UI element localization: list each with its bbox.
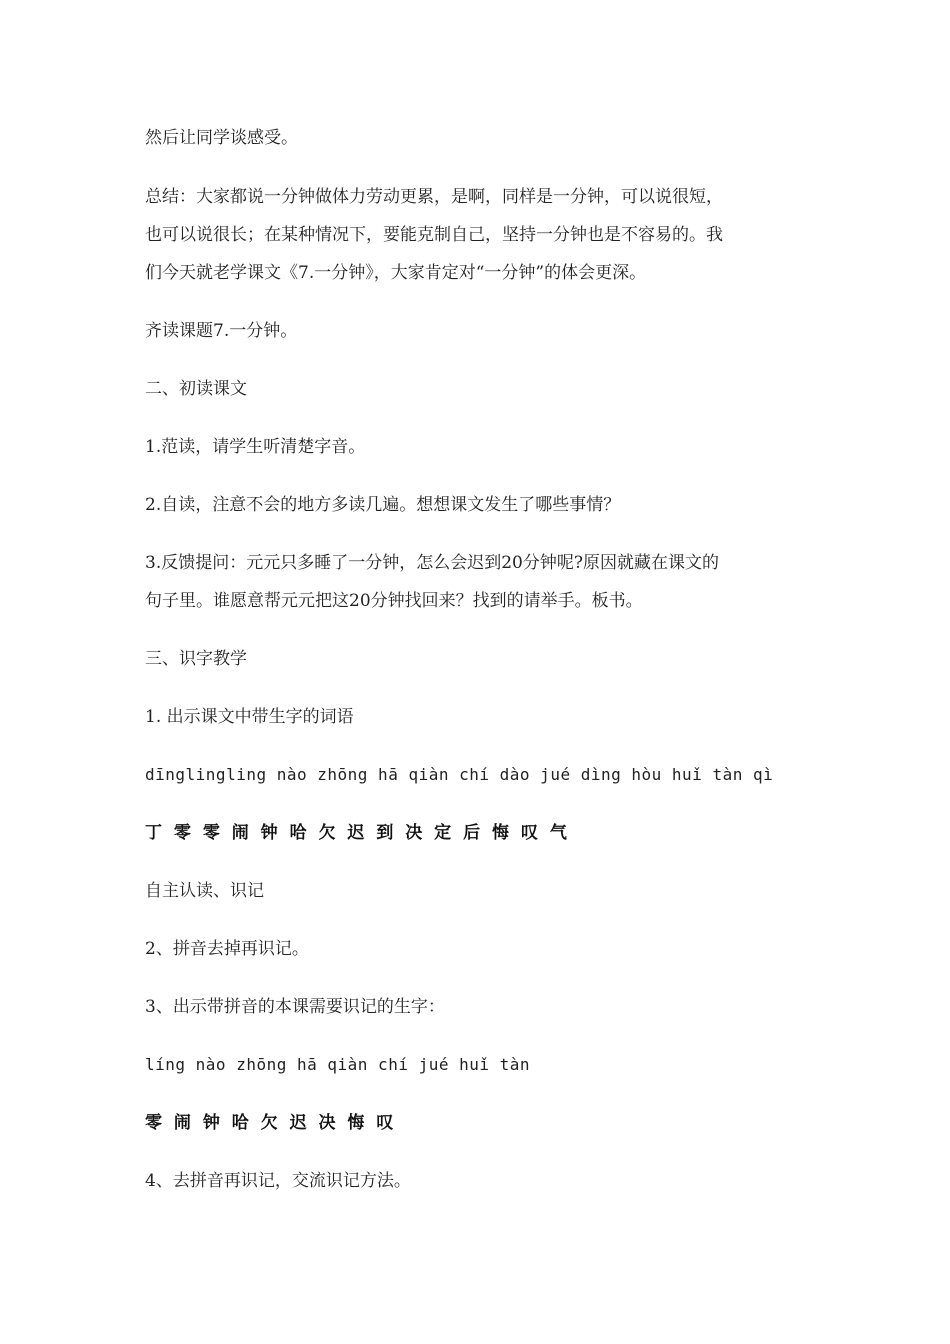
summary-line-2: 也可以说很长；在某种情况下，要能克制自己，坚持一分钟也是不容易的。我	[145, 225, 723, 245]
character-words-line: 丁 零 零 闹 钟 哈 欠 迟 到 决 定 后 悔 叹 气	[145, 823, 570, 843]
pinyin-characters-line: líng nào zhōng hā qiàn chí jué huǐ tàn	[145, 1055, 531, 1074]
section-heading-3: 三、识字教学	[145, 649, 247, 669]
paragraph-feelings: 然后让同学谈感受。	[145, 128, 298, 148]
section-heading-2: 二、初读课文	[145, 379, 247, 399]
task-2: 2、拼音去掉再识记。	[145, 939, 309, 959]
task-3: 3、出示带拼音的本课需要识记的生字：	[145, 997, 445, 1017]
step-3-line-2: 句子里。谁愿意帮元元把这20分钟找回来？找到的请举手。板书。	[145, 591, 643, 611]
step-1: 1.范读，请学生听清楚字音。	[145, 437, 366, 457]
task-self-read: 自主认读、识记	[145, 881, 264, 901]
pinyin-words-line: dīnglingling nào zhōng hā qiàn chí dào jué dìng hòu huǐ tàn qì	[145, 765, 774, 784]
summary-line-3: 们今天就老学课文《7.一分钟》，大家肯定对“一分钟”的体会更深。	[145, 263, 647, 283]
characters-line: 零 闹 钟 哈 欠 迟 决 悔 叹	[145, 1113, 397, 1133]
step-3-line-1: 3.反馈提问：元元只多睡了一分钟，怎么会迟到20分钟呢?原因就藏在课文的	[145, 553, 719, 573]
paragraph-read-title: 齐读课题7.一分钟。	[145, 321, 298, 341]
step-2: 2.自读，注意不会的地方多读几遍。想想课文发生了哪些事情？	[145, 495, 621, 515]
task-4: 4、去拼音再识记，交流识记方法。	[145, 1171, 411, 1191]
summary-line-1: 总结：大家都说一分钟做体力劳动更累，是啊，同样是一分钟，可以说很短，	[145, 187, 723, 207]
task-1: 1. 出示课文中带生字的词语	[145, 707, 354, 727]
